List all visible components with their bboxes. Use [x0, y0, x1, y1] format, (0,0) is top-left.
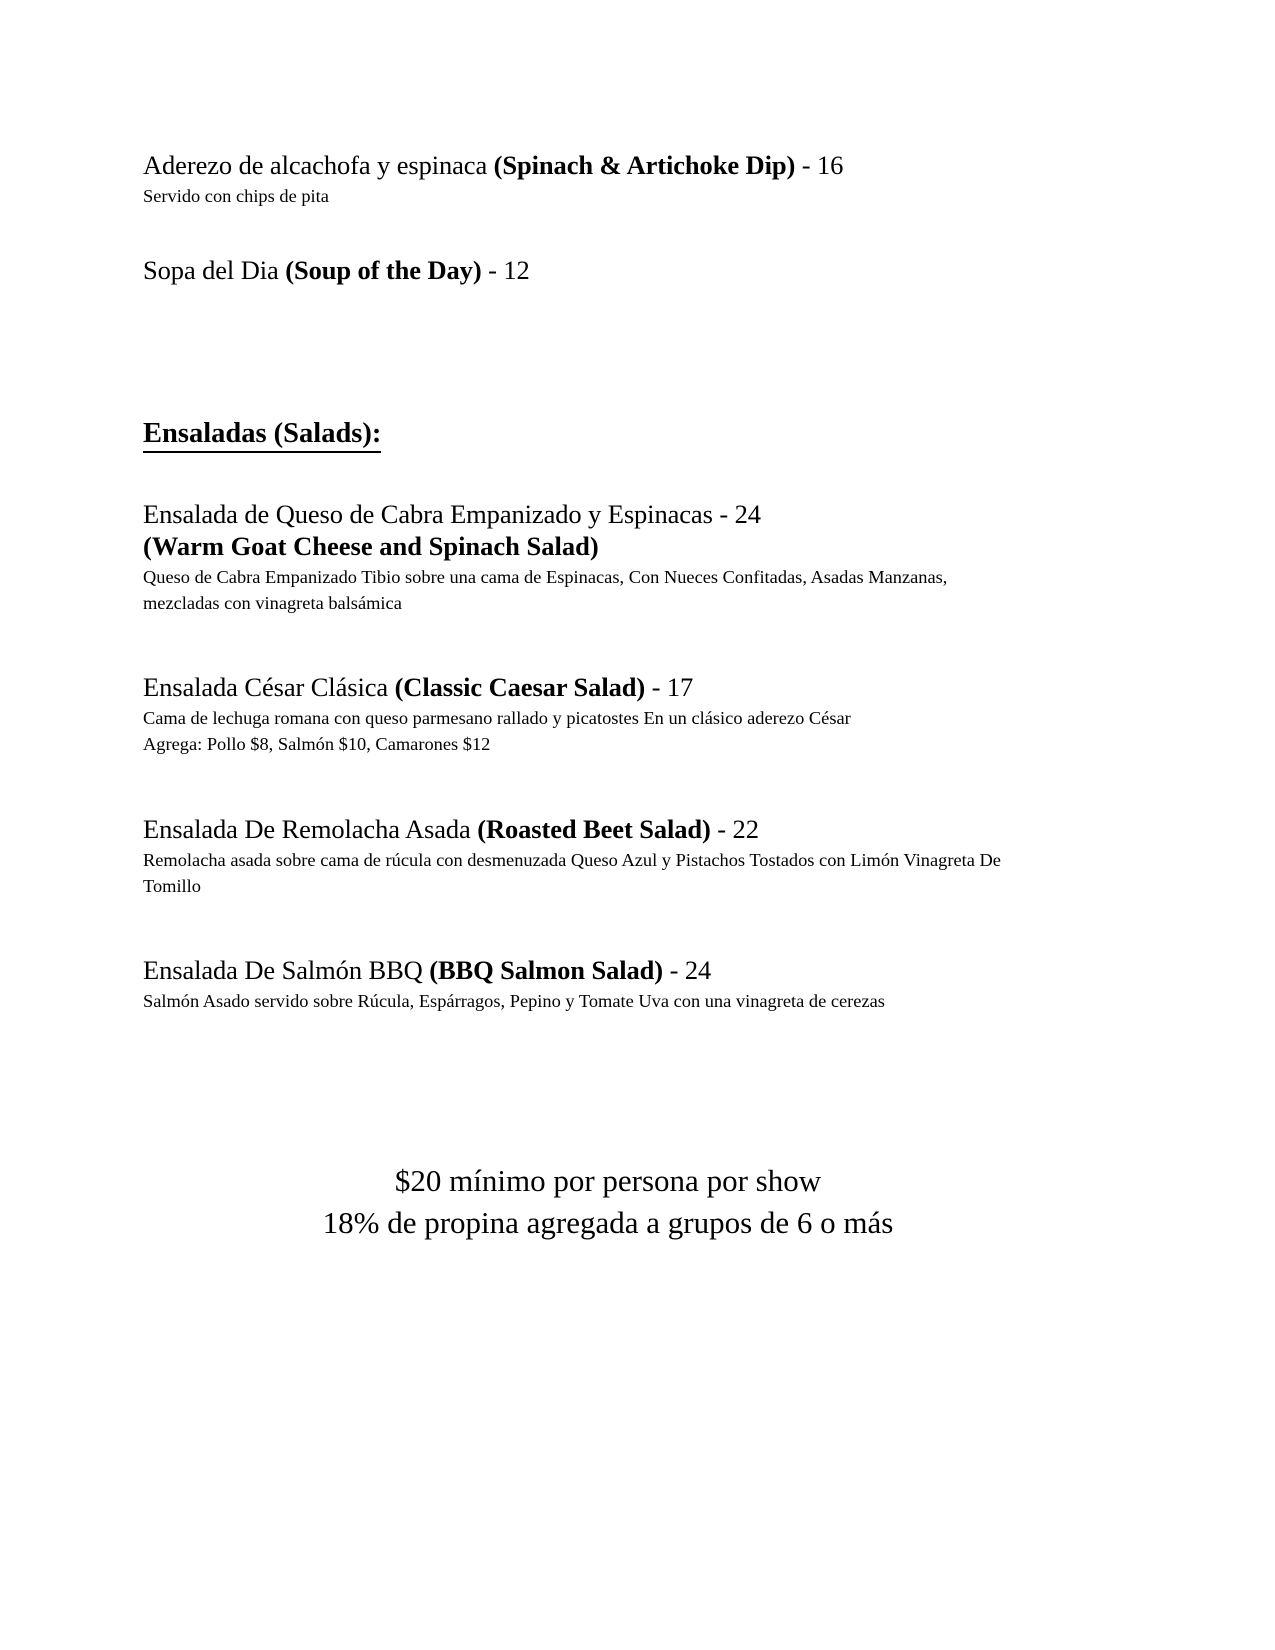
spacer: [143, 287, 1103, 417]
section-heading-salads: Ensaladas (Salads):: [143, 417, 381, 454]
menu-item-description-line-1: Remolacha asada sobre cama de rúcula con desmenuzada Queso Azul y Pistachos Tostados con Limón Vinagreta De: [143, 849, 1001, 870]
menu-item-description: Servido con chips de pita: [143, 186, 329, 207]
menu-item-price: - 22: [710, 813, 759, 844]
menu-item-title-spanish: Ensalada César Clásica: [143, 672, 395, 703]
menu-item-description-line-1: Salmón Asado servido sobre Rúcula, Espárragos, Pepino y Tomate Uva con una vinagreta de cerezas: [143, 991, 885, 1012]
menu-content: [143, 150, 1103, 1244]
menu-item-bbq-salmon-salad: [143, 955, 1103, 1014]
menu-item-title-english: (BBQ Salmon Salad): [429, 955, 664, 986]
footer-gratuity-note: 18% de propina agregada a grupos de 6 o más: [322, 1205, 894, 1241]
menu-item-title-english: (Roasted Beet Salad): [477, 813, 711, 844]
menu-item-title: [143, 150, 1103, 181]
menu-item-title-english: (Warm Goat Cheese and Spinach Salad): [143, 530, 599, 561]
menu-item-title-spanish: Aderezo de alcachofa y espinaca: [143, 150, 494, 180]
menu-item-title: [143, 814, 1103, 845]
spacer: [143, 1014, 1103, 1114]
menu-item-soup-of-the-day: [143, 255, 1103, 286]
menu-item-classic-caesar-salad: [143, 672, 1103, 758]
menu-item-warm-goat-cheese-spinach-salad: [143, 499, 1103, 616]
menu-item-price: - 17: [645, 672, 694, 703]
menu-item-title-english: (Classic Caesar Salad): [394, 672, 646, 703]
menu-item-title-spanish: Ensalada De Remolacha Asada: [143, 813, 478, 844]
menu-item-title: [143, 255, 1103, 286]
menu-item-add-ons: Agrega: Pollo $8, Salmón $10, Camarones $12: [143, 734, 491, 755]
menu-item-title-english: (Spinach & Artichoke Dip): [493, 150, 796, 180]
menu-item-description-line-1: Queso de Cabra Empanizado Tibio sobre una cama de Espinacas, Con Nueces Confitadas, Asadas Manzanas,: [143, 566, 948, 587]
spacer: [143, 1114, 1103, 1160]
menu-item-roasted-beet-salad: [143, 814, 1103, 900]
menu-item-title: [143, 672, 1103, 703]
spacer: [143, 616, 1103, 672]
menu-item-title-spanish: Sopa del Dia: [143, 255, 286, 286]
menu-item-title: Ensalada de Queso de Cabra Empanizado y Espinacas - 24: [143, 499, 761, 530]
menu-item-price: - 24: [663, 955, 712, 986]
spacer: [143, 899, 1103, 955]
menu-item-price: - 12: [481, 255, 530, 286]
footer-minimum-note: $20 mínimo por persona por show: [394, 1163, 822, 1199]
menu-item-description-line-2: mezcladas con vinagreta balsámica: [143, 592, 402, 613]
menu-item-title: [143, 955, 1103, 986]
spacer: [143, 453, 1103, 499]
menu-item-description-line-1: Cama de lechuga romana con queso parmesano rallado y picatostes En un clásico aderezo César: [143, 708, 851, 729]
menu-footer-notes: [108, 1160, 1108, 1244]
menu-item-price: - 16: [795, 150, 844, 180]
spacer: [143, 758, 1103, 814]
menu-item-description-line-2: Tomillo: [143, 875, 201, 896]
spacer: [143, 209, 1103, 255]
menu-item-title-spanish: Ensalada De Salmón BBQ: [143, 955, 430, 986]
menu-item-title-english: (Soup of the Day): [285, 255, 482, 286]
menu-item-spinach-artichoke-dip: [143, 150, 1103, 209]
